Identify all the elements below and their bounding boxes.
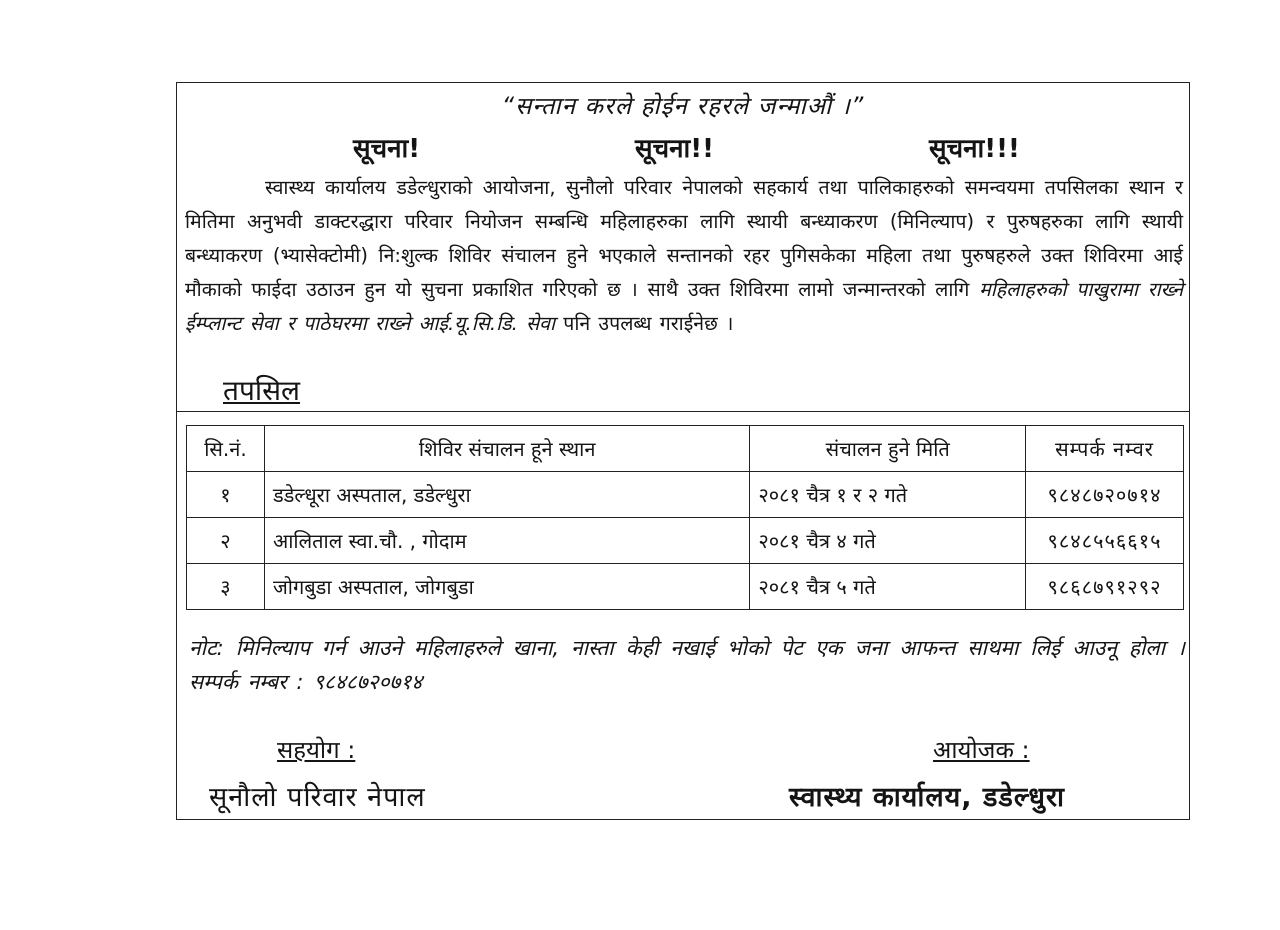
cell-date: २०८१ चैत्र ५ गते bbox=[750, 564, 1026, 610]
support-label: सहयोग : bbox=[277, 736, 356, 764]
table-row bbox=[187, 564, 1184, 610]
tapasil-label: तपसिल bbox=[223, 374, 301, 407]
cell-contact: ९८४८७२०७१४ bbox=[1026, 472, 1184, 518]
header-date: संचालन हुने मिति bbox=[750, 426, 1026, 472]
body-end: पनि उपलब्ध गराईनेछ । bbox=[563, 312, 734, 335]
cell-contact: ९८४८५५६६१५ bbox=[1026, 518, 1184, 564]
organizer-org: स्वास्थ्य कार्यालय, डडेल्धुरा bbox=[789, 782, 1065, 813]
cell-contact: ९८६८७९१२९२ bbox=[1026, 564, 1184, 610]
body-main: स्वास्थ्य कार्यालय डडेल्धुराको आयोजना, सुनौलो परिवार नेपालको सहकार्य तथा पालिकाहरुको समन्वयमा तपसिलका स्थान र मितिमा अनुभवी डाक्टरद्धारा परिवार नियोजन सम्बन्धि महिलाहरुका लागि स्थायी बन्ध्याकरण (मिनिल्याप) र पुरुषहरुका लागि स्थायी बन्ध्याकरण (भ्यासेक्टोमी) नि:शुल्क शिविर संचालन हुने भएकाले सन्तानको रहर पुगिसकेका महिला तथा पुरुषहरुले उक्त शिविरमा आई मौकाको फाईदा उठाउन हुन यो सुचना प्रकाशित गरिएको छ । साथै उक्त शिविरमा लामो जन्मान्तरको लागि bbox=[185, 176, 1183, 301]
table-header-row bbox=[187, 426, 1184, 472]
cell-location: डडेल्धूरा अस्पताल, डडेल्धुरा bbox=[264, 472, 749, 518]
notice-frame bbox=[176, 82, 1190, 820]
cell-location: जोगबुडा अस्पताल, जोगबुडा bbox=[264, 564, 749, 610]
support-org: सूनौलो परिवार नेपाल bbox=[209, 782, 426, 813]
organizer-label: आयोजक : bbox=[933, 736, 1030, 764]
schedule-table bbox=[186, 425, 1184, 610]
table-row bbox=[187, 518, 1184, 564]
header-contact: सम्पर्क नम्वर bbox=[1026, 426, 1184, 472]
cell-location: आलिताल स्वा.चौ. , गोदाम bbox=[264, 518, 749, 564]
table-row bbox=[187, 472, 1184, 518]
header-location: शिविर संचालन हूने स्थान bbox=[264, 426, 749, 472]
header-serial: सि.नं. bbox=[187, 426, 265, 472]
notice-body bbox=[185, 171, 1183, 341]
cell-serial: २ bbox=[187, 518, 265, 564]
body-italic-services: महिलाहरुको पाखुरामा राख्ने ईम्प्लान्ट सेवा र पाठेघरमा राख्ने आई.यू.सि.डि. सेवा bbox=[185, 278, 1184, 335]
cell-date: २०८१ चैत्र १ र २ गते bbox=[750, 472, 1026, 518]
cell-serial: १ bbox=[187, 472, 265, 518]
cell-serial: ३ bbox=[187, 564, 265, 610]
divider-rule bbox=[177, 411, 1189, 412]
cell-date: २०८१ चैत्र ४ गते bbox=[750, 518, 1026, 564]
notice-heading-3: सूचना!!! bbox=[929, 134, 1020, 164]
note-text: नोट: मिनिल्याप गर्न आउने महिलाहरुले खाना, नास्ता केही नखाई भोको पेट एक जना आफन्त साथमा लिई आउनू होला । सम्पर्क नम्बर : ९८४८७२०७१४ bbox=[189, 636, 1185, 694]
notice-headings bbox=[177, 129, 1189, 163]
notice-heading-1: सूचना! bbox=[353, 134, 421, 164]
slogan: “सन्तान करले होईन रहरले जन्माऔं ।” bbox=[501, 92, 865, 120]
notice-heading-2: सूचना!! bbox=[635, 134, 714, 164]
